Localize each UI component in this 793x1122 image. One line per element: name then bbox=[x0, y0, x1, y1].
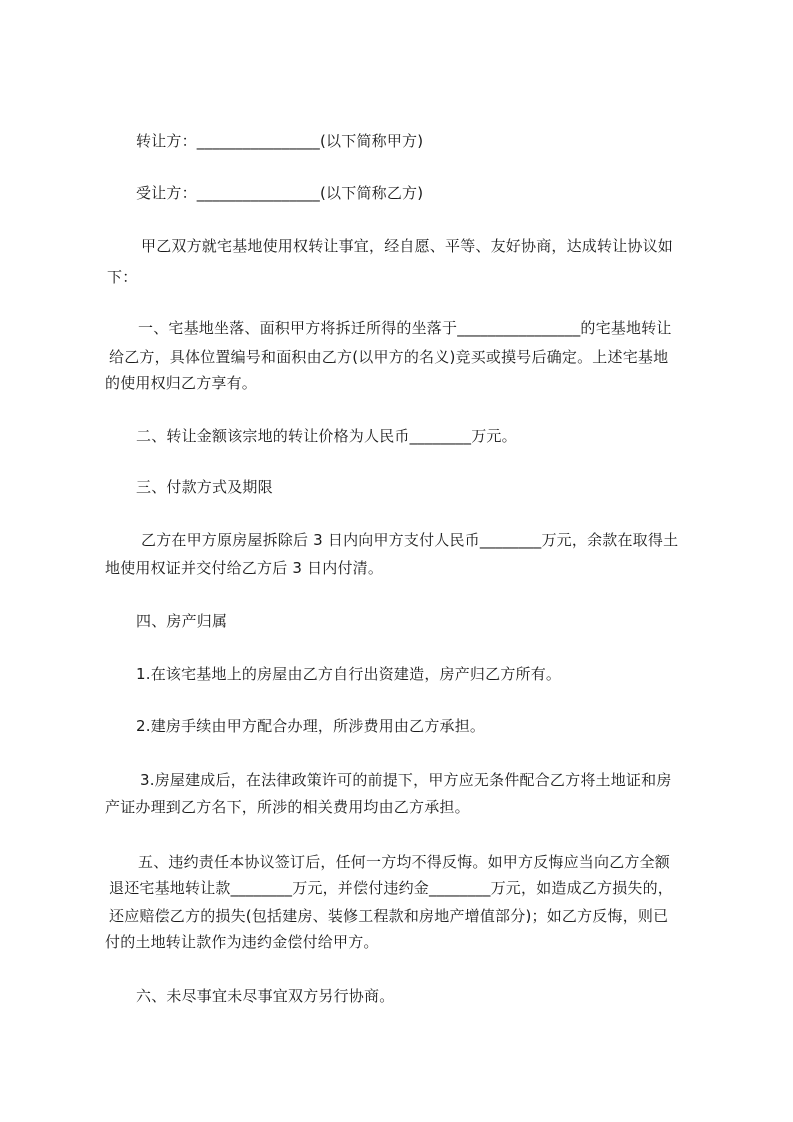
transferor-line: 转让方：________________(以下简称甲方) bbox=[136, 132, 424, 150]
clause5-line-4: 付的土地转让款作为违约金偿付给甲方。 bbox=[105, 933, 379, 951]
clause4-item-2: 2.建房手续由甲方配合办理，所涉费用由乙方承担。 bbox=[136, 717, 486, 735]
intro-line-1: 甲乙双方就宅基地使用权转让事宜，经自愿、平等、友好协商，达成转让协议如 bbox=[141, 237, 674, 255]
clause5-line-1: 五、违约责任本协议签订后，任何一方均不得反悔。如甲方反悔应当向乙方全额 bbox=[138, 853, 671, 871]
clause4-item-3-line-1: 3.房屋建成后，在法律政策许可的前提下，甲方应无条件配合乙方将土地证和房 bbox=[140, 771, 672, 789]
clause1-line-1: 一、宅基地坐落、面积甲方将拆迁所得的坐落于________________的宅基地转让 bbox=[138, 319, 672, 337]
clause1-line-2: 给乙方，具体位置编号和面积由乙方(以甲方的名义)竞买或摸号后确定。上述宅基地 bbox=[109, 348, 669, 366]
clause1-line-3: 的使用权归乙方享有。 bbox=[105, 374, 258, 392]
transferee-line: 受让方：________________(以下简称乙方) bbox=[136, 184, 424, 202]
clause4-item-3-line-2: 产证办理到乙方名下，所涉的相关费用均由乙方承担。 bbox=[105, 798, 470, 816]
clause6-line: 六、未尽事宜未尽事宜双方另行协商。 bbox=[136, 987, 395, 1005]
clause5-line-2: 退还宅基地转让款________万元，并偿付违约金________万元，如造成乙方损失的， bbox=[109, 879, 674, 897]
clause3-heading: 三、付款方式及期限 bbox=[136, 478, 273, 496]
clause5-line-3: 还应赔偿乙方的损失(包括建房、装修工程款和房地产增值部分)；如乙方反悔，则已 bbox=[109, 907, 669, 925]
clause4-heading: 四、房产归属 bbox=[136, 612, 228, 630]
clause3-line-2: 地使用权证并交付给乙方后 3 日内付清。 bbox=[105, 559, 384, 577]
clause2-line: 二、转让金额该宗地的转让价格为人民币________万元。 bbox=[136, 427, 517, 445]
intro-line-2: 下： bbox=[107, 268, 138, 286]
clause3-line-1: 乙方在甲方原房屋拆除后 3 日内向甲方支付人民币________万元，余款在取得土 bbox=[141, 531, 679, 549]
clause4-item-1: 1.在该宅基地上的房屋由乙方自行出资建造，房产归乙方所有。 bbox=[136, 665, 562, 683]
